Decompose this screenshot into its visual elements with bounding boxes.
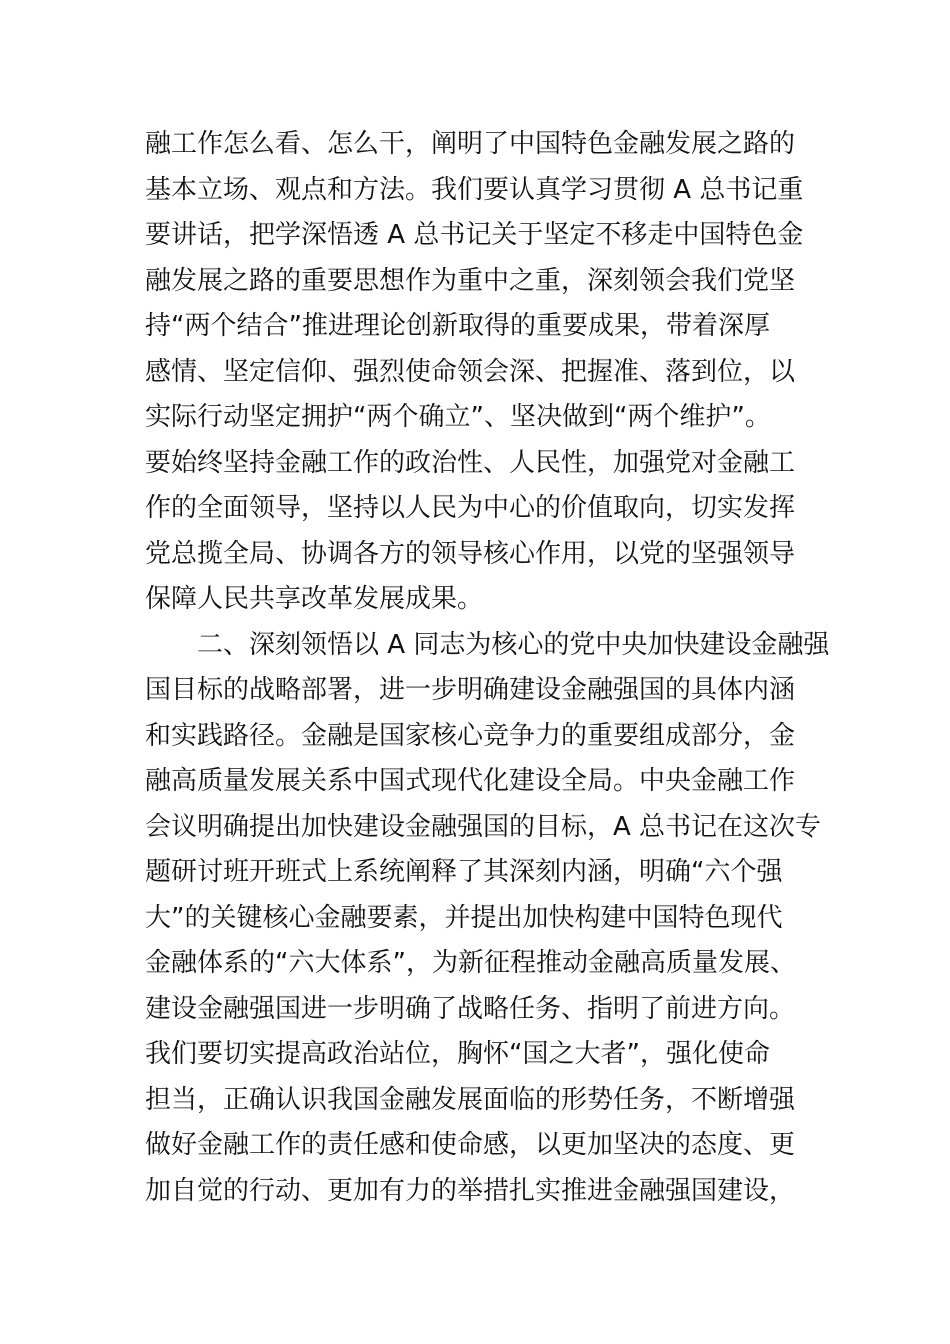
- text-line: 融高质量发展关系中国式现代化建设全局。中央金融工作: [145, 766, 796, 796]
- text-line: 要讲话，把学深悟透 A 总书记关于坚定不移走中国特色金: [145, 220, 804, 250]
- text-line: 保障人民共享改革发展成果。: [145, 584, 484, 614]
- text-line: 会议明确提出加快建设金融强国的目标，A 总书记在这次专: [145, 811, 822, 842]
- text-line: 做好金融工作的责任感和使命感，以更加坚决的态度、更: [145, 1130, 796, 1160]
- text-line: 党总揽全局、协调各方的领导核心作用，以党的坚强领导: [145, 538, 796, 569]
- text-line: 担当，正确认识我国金融发展面临的形势任务，不断增强: [145, 1084, 796, 1115]
- text-line: 融工作怎么看、怎么干，阐明了中国特色金融发展之路的: [145, 129, 796, 159]
- text-line: 国目标的战略部署，进一步明确建设金融强国的具体内涵: [145, 675, 796, 705]
- text-line: 感情、坚定信仰、强烈使命领会深、把握准、落到位，以: [145, 356, 796, 387]
- document-body: [145, 122, 830, 1214]
- text-line: 加自觉的行动、更加有力的举措扎实推进金融强国建设，: [145, 1175, 796, 1206]
- text-line: 实际行动坚定拥护“两个确立”、坚决做到“两个维护”。: [145, 402, 771, 432]
- text-line: 大”的关键核心金融要素，并提出加快构建中国特色现代: [145, 902, 783, 933]
- text-line: 我们要切实提高政治站位，胸怀“国之大者”，强化使命: [145, 1039, 770, 1069]
- text-line: 融发展之路的重要思想作为重中之重，深刻领会我们党坚: [145, 265, 796, 296]
- paragraph-heading-line: 二、深刻领悟以 A 同志为核心的党中央加快建设金融强: [197, 629, 830, 660]
- text-line: 金融体系的“六大体系”，为新征程推动金融高质量发展、: [145, 948, 796, 978]
- text-line: 基本立场、观点和方法。我们要认真学习贯彻 A 总书记重: [145, 174, 804, 205]
- text-line: 作的全面领导，坚持以人民为中心的价值取向，切实发挥: [145, 493, 796, 523]
- text-line: 建设金融强国进一步明确了战略任务、指明了前进方向。: [145, 993, 796, 1024]
- text-line: 和实践路径。金融是国家核心竞争力的重要组成部分，金: [145, 720, 796, 751]
- text-line: 要始终坚持金融工作的政治性、人民性，加强党对金融工: [145, 447, 796, 478]
- text-line: 持“两个结合”推进理论创新取得的重要成果，带着深厚: [145, 311, 770, 341]
- text-line: 题研讨班开班式上系统阐释了其深刻内涵，明确“六个强: [145, 857, 783, 887]
